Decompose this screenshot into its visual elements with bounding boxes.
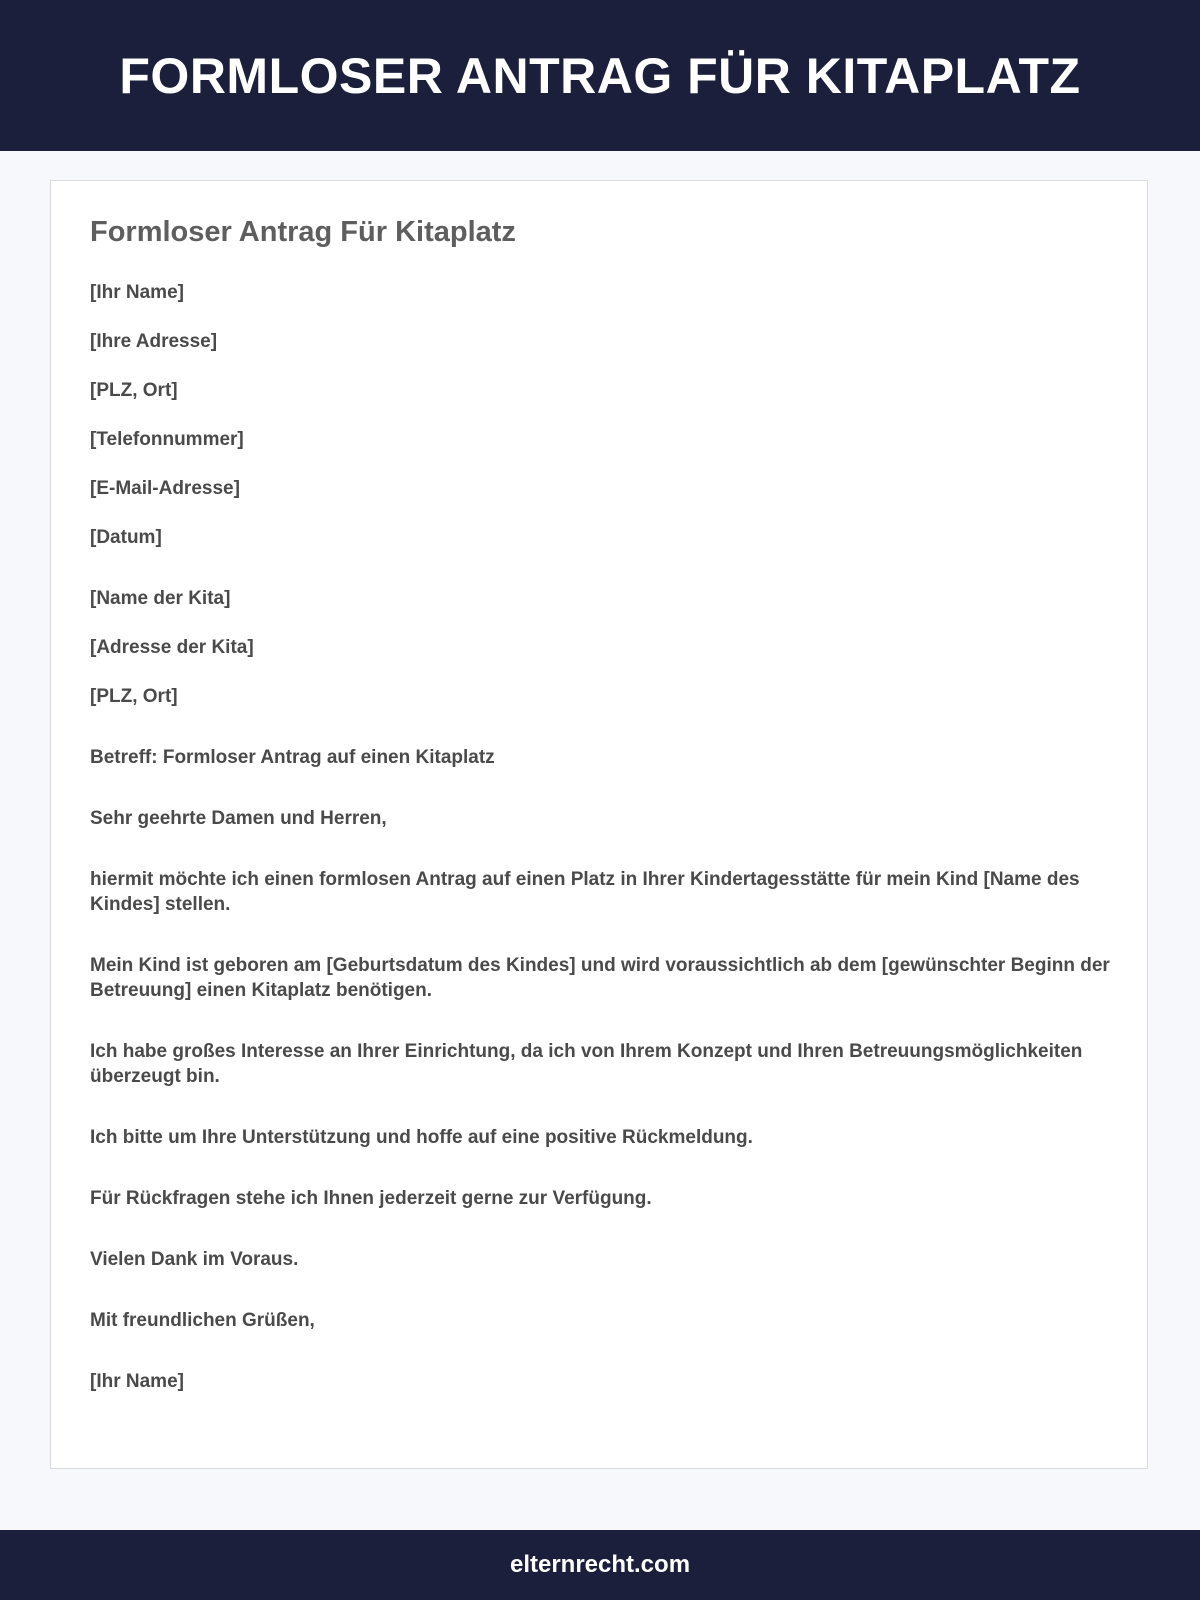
sender-name: [Ihr Name]: [90, 282, 184, 303]
letter-signature: [Ihr Name]: [90, 1371, 184, 1392]
letter-subject: Betreff: Formloser Antrag auf einen Kitaplatz: [90, 747, 495, 768]
body-paragraph: Ich habe großes Interesse an Ihrer Einrichtung, da ich von Ihrem Konzept und Ihren Betreuungsmöglichkeiten überzeugt bin.: [90, 1041, 1083, 1087]
body-paragraph: Ich bitte um Ihre Unterstützung und hoffe auf eine positive Rückmeldung.: [90, 1127, 753, 1148]
sender-address: [Ihre Adresse]: [90, 331, 218, 352]
footer-site-name: elternrecht.com: [509, 1551, 691, 1578]
recipient-name: [Name der Kita]: [90, 588, 231, 609]
document-title: Formloser Antrag Für Kitaplatz: [90, 216, 516, 248]
body-paragraph: hiermit möchte ich einen formlosen Antrag auf einen Platz in Ihrer Kindertagesstätte für mein Kind [Name des Kindes] stellen.: [90, 869, 1080, 915]
recipient-zip-city: [PLZ, Ort]: [90, 686, 178, 707]
body-paragraph: Für Rückfragen stehe ich Ihnen jederzeit gerne zur Verfügung.: [90, 1188, 652, 1209]
page-title: FORMLOSER ANTRAG FÜR KITAPLATZ: [119, 47, 1081, 104]
letter-closing: Mit freundlichen Grüßen,: [90, 1310, 315, 1331]
letter-date: [Datum]: [90, 527, 162, 548]
page-header: [0, 0, 1200, 151]
body-paragraph: Vielen Dank im Voraus.: [90, 1249, 299, 1270]
sender-phone: [Telefonnummer]: [90, 429, 244, 450]
sender-email: [E-Mail-Adresse]: [90, 478, 240, 499]
recipient-address: [Adresse der Kita]: [90, 637, 254, 658]
letter-salutation: Sehr geehrte Damen und Herren,: [90, 808, 387, 829]
body-paragraph: Mein Kind ist geboren am [Geburtsdatum des Kindes] und wird voraussichtlich ab dem [gewünschter Beginn der Betreuung] einen Kitaplatz benötigen.: [90, 955, 1110, 1001]
page-footer: [0, 1530, 1200, 1600]
sender-zip-city: [PLZ, Ort]: [90, 380, 178, 401]
